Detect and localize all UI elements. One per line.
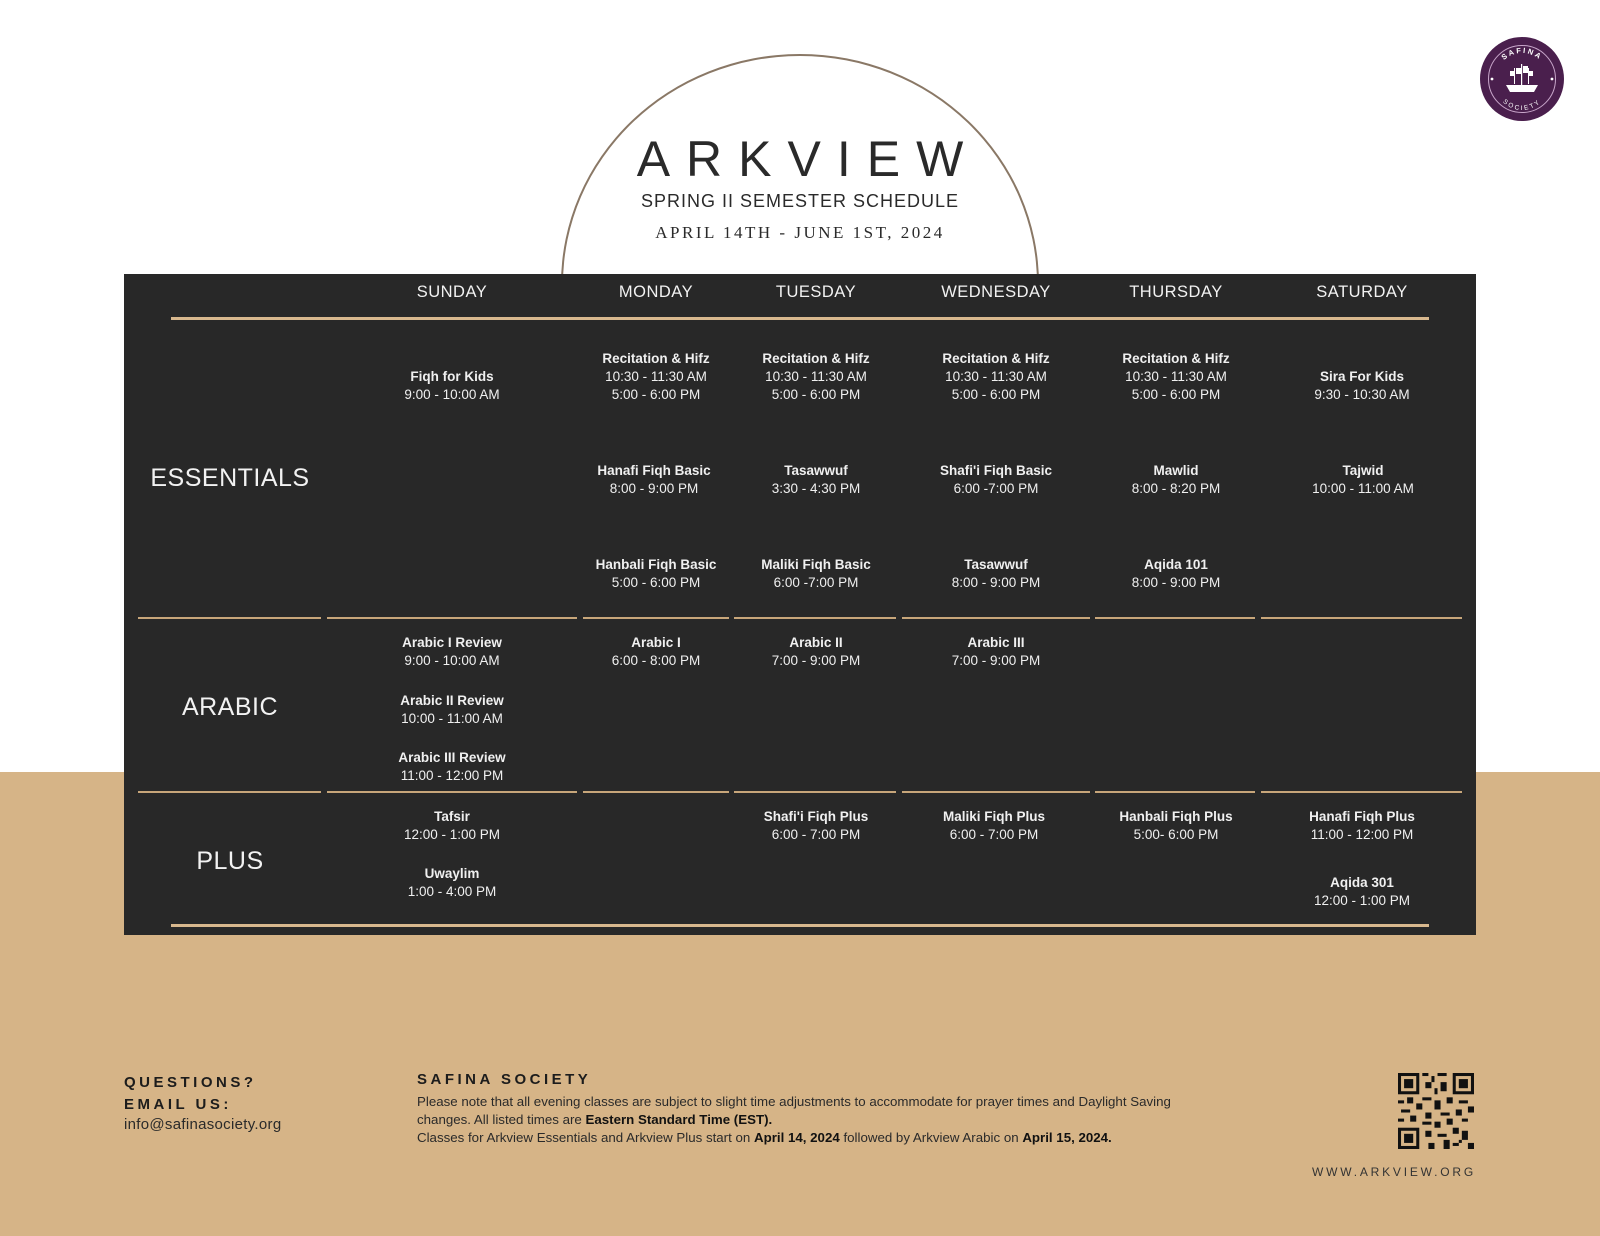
class-name: Hanbali Fiqh Basic [595, 557, 717, 572]
ship-icon [1480, 37, 1564, 121]
category-arabic: ARABIC [181, 693, 279, 721]
class-block [357, 749, 547, 785]
class-time: 6:00 -7:00 PM [773, 575, 859, 590]
class-name: Maliki Fiqh Basic [761, 557, 871, 572]
logo-text-top: SAFINA [1499, 45, 1545, 62]
class-block [357, 865, 547, 901]
class-block [1268, 462, 1458, 498]
class-name: Mawlid [1153, 463, 1199, 478]
class-name: Arabic I Review [402, 635, 502, 650]
row-separator [1095, 617, 1255, 619]
class-name: Hanbali Fiqh Plus [1119, 809, 1233, 824]
class-name: Uwaylim [424, 866, 480, 881]
class-time: 11:00 - 12:00 PM [1310, 827, 1414, 842]
row-separator [583, 617, 729, 619]
class-block [721, 808, 911, 844]
class-time: 7:00 - 9:00 PM [771, 653, 861, 668]
class-time: 3:30 - 4:30 PM [771, 481, 861, 496]
class-time: 5:00- 6:00 PM [1133, 827, 1219, 842]
class-time: 10:30 - 11:30 AM [605, 369, 707, 384]
page-title: ARKVIEW [636, 131, 980, 187]
safina-society-logo [1480, 37, 1564, 121]
questions-line: QUESTIONS? [124, 1074, 257, 1091]
class-name: Arabic III Review [398, 750, 506, 765]
class-name: Shafi'i Fiqh Basic [940, 463, 1052, 478]
day-header-saturday: SATURDAY [1316, 283, 1408, 301]
class-name: Sira For Kids [1319, 369, 1405, 384]
bottom-divider [171, 924, 1429, 927]
row-separator [138, 791, 321, 793]
class-block [721, 556, 911, 592]
class-block [721, 350, 911, 404]
class-name: Maliki Fiqh Plus [942, 809, 1045, 824]
day-header-tuesday: TUESDAY [775, 283, 857, 301]
class-time: 12:00 - 1:00 PM [403, 827, 501, 842]
class-time: 8:00 - 9:00 PM [1131, 575, 1221, 590]
day-header-monday: MONDAY [618, 283, 694, 301]
class-block [1081, 350, 1271, 404]
row-separator [902, 791, 1090, 793]
class-block [899, 808, 1089, 844]
society-heading: SAFINA SOCIETY [417, 1071, 592, 1088]
row-separator [734, 791, 896, 793]
page-subtitle: SPRING II SEMESTER SCHEDULE [640, 191, 960, 211]
row-separator [583, 791, 729, 793]
class-time: 6:00 - 7:00 PM [771, 827, 861, 842]
class-time: 12:00 - 1:00 PM [1313, 893, 1411, 908]
class-time: 6:00 - 8:00 PM [611, 653, 701, 668]
row-separator [734, 617, 896, 619]
class-time: 10:30 - 11:30 AM [765, 369, 867, 384]
class-time: 5:00 - 6:00 PM [951, 387, 1041, 402]
semester-dates: APRIL 14TH - JUNE 1ST, 2024 [655, 223, 945, 242]
note-bold-date: April 15, 2024. [1022, 1130, 1112, 1145]
class-block [357, 692, 547, 728]
class-time: 9:00 - 10:00 AM [404, 653, 500, 668]
class-time: 11:00 - 12:00 PM [400, 768, 504, 783]
class-block [357, 808, 547, 844]
website-link[interactable]: WWW.ARKVIEW.ORG [1312, 1165, 1476, 1179]
class-name: Aqida 301 [1330, 875, 1394, 890]
day-header-wednesday: WEDNESDAY [941, 283, 1051, 301]
email-us-line: EMAIL US: [124, 1096, 232, 1113]
class-name: Arabic II Review [400, 693, 504, 708]
class-block [1267, 808, 1457, 844]
class-block [721, 462, 911, 498]
day-header-thursday: THURSDAY [1129, 283, 1223, 301]
svg-text:SOCIETY [1501, 98, 1542, 112]
note-text: Classes for Arkview Essentials and Arkview Plus start on [417, 1130, 754, 1145]
row-separator [327, 791, 577, 793]
class-block [901, 462, 1091, 498]
category-essentials: ESSENTIALS [150, 464, 310, 492]
class-name: Tajwid [1342, 463, 1384, 478]
class-time: 5:00 - 6:00 PM [611, 387, 701, 402]
class-time: 5:00 - 6:00 PM [611, 575, 701, 590]
class-block [357, 634, 547, 670]
class-name: Fiqh for Kids [410, 369, 494, 384]
row-separator [1261, 617, 1462, 619]
class-name: Arabic III [967, 635, 1025, 650]
class-name: Hanafi Fiqh Basic [597, 463, 711, 478]
logo-text-bottom: SOCIETY [1501, 98, 1543, 113]
row-separator [1095, 791, 1255, 793]
row-separator [138, 617, 321, 619]
class-time: 7:00 - 9:00 PM [951, 653, 1041, 668]
class-block [901, 350, 1091, 404]
questions-heading [124, 1072, 257, 1116]
row-separator [1261, 791, 1462, 793]
class-name: Tasawwuf [964, 557, 1028, 572]
class-name: Tafsir [434, 809, 470, 824]
class-name: Tasawwuf [784, 463, 848, 478]
class-block [901, 634, 1091, 670]
class-time: 8:00 - 9:00 PM [609, 481, 699, 496]
note-text: Please note that all evening classes are subject to slight time adjustments to accommodate for prayer times and Daylight Saving changes. All listed times are [417, 1094, 1171, 1127]
note-bold-date: April 14, 2024 [754, 1130, 840, 1145]
class-name: Recitation & Hifz [762, 351, 870, 366]
class-time: 10:00 - 11:00 AM [401, 711, 503, 726]
class-block [1081, 462, 1271, 498]
note-text: followed by Arkview Arabic on [839, 1130, 1023, 1145]
class-name: Aqida 101 [1144, 557, 1208, 572]
class-block [357, 368, 547, 404]
category-plus: PLUS [196, 847, 264, 875]
class-name: Arabic I [631, 635, 681, 650]
class-name: Shafi'i Fiqh Plus [763, 809, 869, 824]
class-time: 10:30 - 11:30 AM [945, 369, 1047, 384]
day-header-sunday: SUNDAY [416, 283, 488, 301]
class-name: Recitation & Hifz [602, 351, 710, 366]
row-separator [327, 617, 577, 619]
class-time: 5:00 - 6:00 PM [1131, 387, 1221, 402]
row-separator [902, 617, 1090, 619]
class-name: Arabic II [789, 635, 843, 650]
class-time: 1:00 - 4:00 PM [407, 884, 497, 899]
class-time: 10:00 - 11:00 AM [1312, 481, 1414, 496]
class-time: 6:00 - 7:00 PM [949, 827, 1039, 842]
class-time: 9:00 - 10:00 AM [404, 387, 500, 402]
class-time: 5:00 - 6:00 PM [771, 387, 861, 402]
class-block [1081, 808, 1271, 844]
class-block [1267, 874, 1457, 910]
class-block [721, 634, 911, 670]
class-block [1081, 556, 1271, 592]
header-divider [171, 317, 1429, 320]
class-time: 8:00 - 8:20 PM [1131, 481, 1221, 496]
class-name: Hanafi Fiqh Plus [1309, 809, 1415, 824]
class-time: 10:30 - 11:30 AM [1125, 369, 1227, 384]
class-time: 9:30 - 10:30 AM [1314, 387, 1410, 402]
class-block [901, 556, 1091, 592]
schedule-note [417, 1093, 1172, 1147]
class-block [1267, 368, 1457, 404]
svg-text:SAFINA [1500, 46, 1545, 62]
class-time: 6:00 -7:00 PM [953, 481, 1039, 496]
note-bold-est: Eastern Standard Time (EST). [585, 1112, 773, 1127]
class-name: Recitation & Hifz [942, 351, 1050, 366]
contact-email-link[interactable]: info@safinasociety.org [124, 1116, 282, 1133]
qr-code-icon[interactable] [1398, 1073, 1474, 1149]
class-name: Recitation & Hifz [1122, 351, 1230, 366]
class-time: 8:00 - 9:00 PM [951, 575, 1041, 590]
